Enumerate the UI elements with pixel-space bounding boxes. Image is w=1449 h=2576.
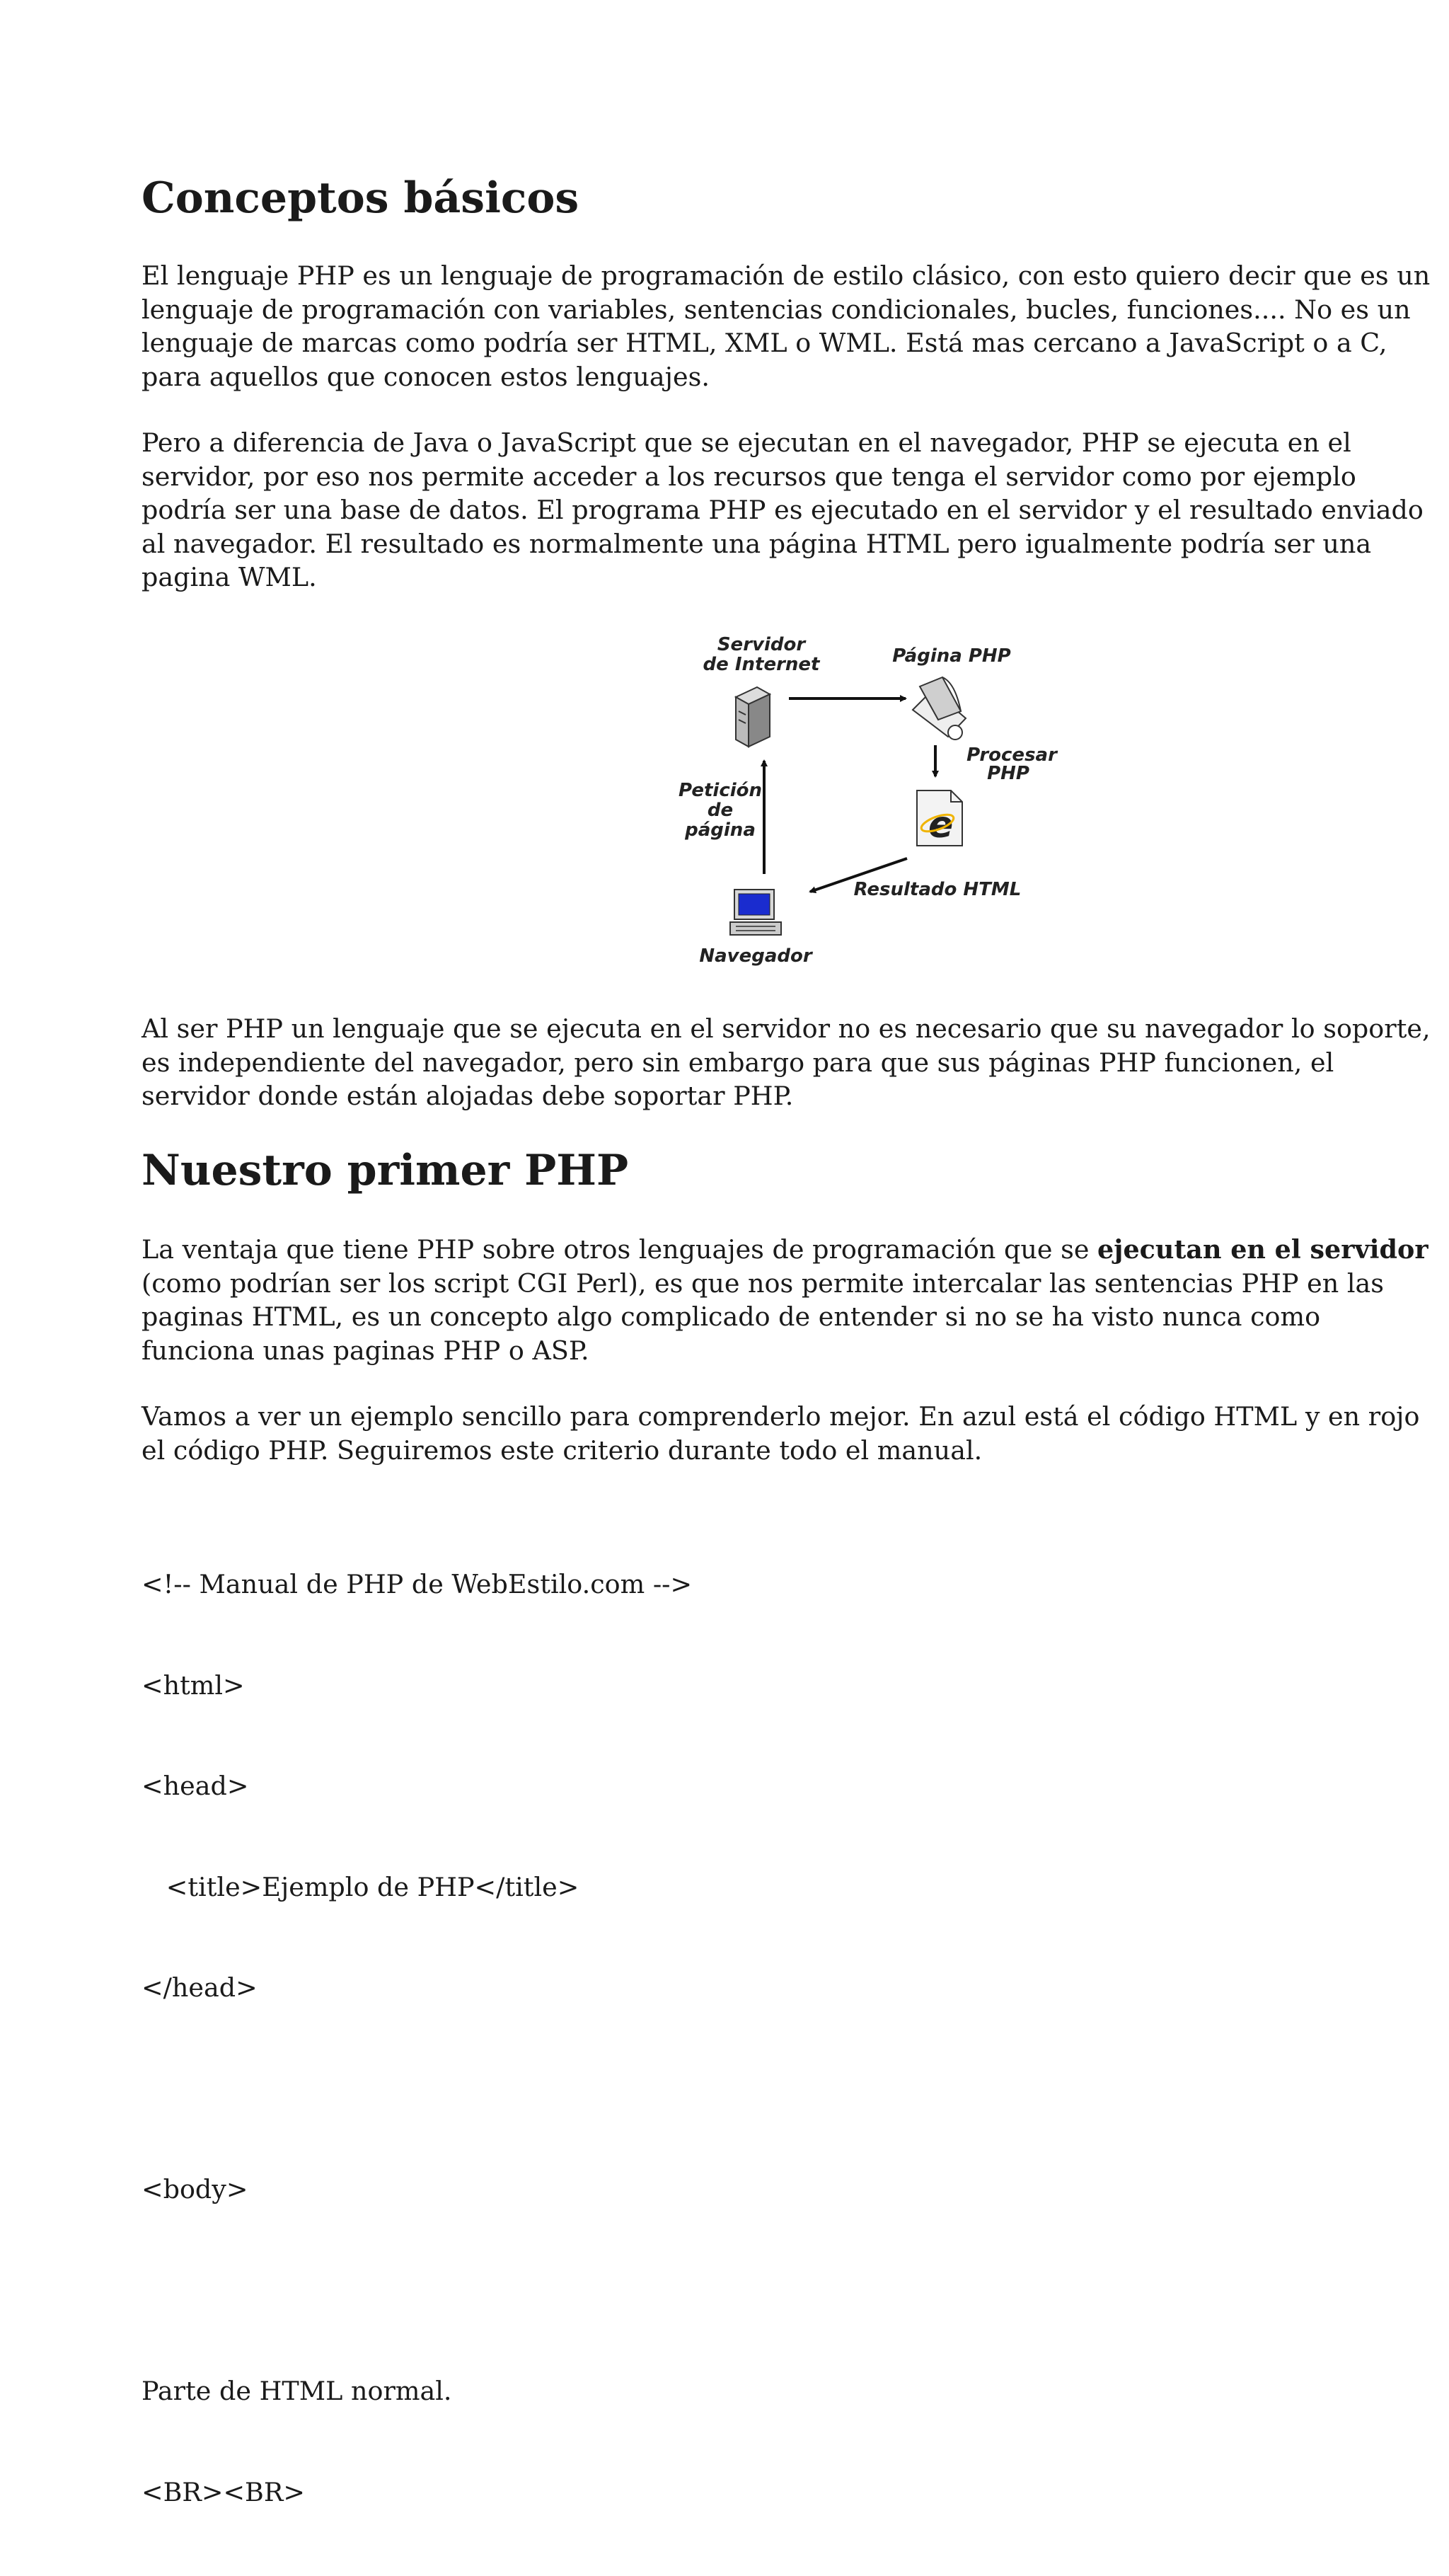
text-line: para aquellos que conocen estos lenguajes.: [142, 361, 710, 392]
server-icon: [736, 687, 770, 747]
code-line: </head>: [142, 1972, 258, 2003]
text-line: es independiente del navegador, pero sin embargo para que sus páginas PHP funcionen, el: [142, 1047, 1334, 1078]
paragraph-intro: [142, 259, 1431, 393]
diagram-label-process-1: Procesar: [966, 744, 1057, 766]
svg-text:e: e: [928, 804, 954, 846]
text-line: servidor donde están alojadas debe soportar PHP.: [142, 1081, 794, 1111]
text-line: lenguaje de marcas como podría ser HTML, XML o WML. Está mas cercano a JavaScript o a C,: [142, 328, 1387, 358]
code-line: <head>: [142, 1771, 249, 1801]
code-line: <title>Ejemplo de PHP</title>: [142, 1871, 579, 1902]
diagram-label-process-2: PHP: [987, 763, 1029, 784]
code-line: <!-- Manual de PHP de WebEstilo.com -->: [142, 1569, 693, 1599]
diagram-label-server-1: Servidor: [717, 634, 806, 655]
text-line: podría ser una base de datos. El programa PHP es ejecutado en el servidor y el resultado enviado: [142, 495, 1424, 525]
code-example: [142, 1500, 692, 2576]
diagram-label-php-page: Página PHP: [892, 645, 1011, 667]
diagram-label-server-2: de Internet: [703, 654, 820, 675]
text-line: el código PHP. Seguiremos este criterio durante todo el manual.: [142, 1434, 983, 1466]
text-line: (como podrían ser los script CGI Perl), es que nos permite intercalar las sentencias PHP en las: [142, 1267, 1385, 1299]
paragraph-browser-independence: [142, 1012, 1431, 1113]
code-line: <BR><BR>: [142, 2476, 305, 2507]
text-line: Pero a diferencia de Java o JavaScript que se ejecutan en el navegador, PHP se ejecuta en el: [142, 427, 1351, 458]
text-line: Vamos a ver un ejemplo sencillo para comprenderlo mejor. En azul está el código HTML y en rojo: [142, 1401, 1420, 1432]
diagram-label-request-1: Petición: [678, 780, 763, 801]
paragraph-example-intro: [142, 1400, 1420, 1467]
diagram-label-result: Resultado HTML: [853, 879, 1022, 900]
section-heading-conceptos: Conceptos básicos: [142, 173, 579, 223]
text-line: funciona unas paginas PHP o ASP.: [142, 1335, 589, 1366]
text-line: El lenguaje PHP es un lenguaje de programación de estilo clásico, con esto quiero decir que es un: [142, 260, 1431, 291]
code-line-blank: [142, 2274, 692, 2308]
browser-computer-icon: [730, 890, 781, 935]
bold-fragment: ejecutan en el servidor: [1097, 1234, 1428, 1265]
text-line: servidor, por eso nos permite acceder a los recursos que tenga el servidor como por ejemplo: [142, 461, 1356, 492]
php-flow-diagram: [678, 633, 1057, 973]
text-line: [142, 1233, 1428, 1267]
paragraph-server-side: [142, 426, 1424, 594]
text-line: Al ser PHP un lenguaje que se ejecuta en el servidor no es necesario que su navegador lo soporte,: [142, 1013, 1431, 1044]
html-result-icon: [917, 790, 962, 846]
code-line-blank: [142, 2072, 692, 2106]
text-line: lenguaje de programación con variables, sentencias condicionales, bucles, funciones.... No es un: [142, 294, 1411, 325]
text-line: pagina WML.: [142, 562, 317, 592]
code-line: <html>: [142, 1669, 245, 1701]
text-fragment: La ventaja que tiene PHP sobre otros lenguajes de programación que se: [142, 1234, 1098, 1265]
diagram-label-browser: Navegador: [699, 945, 812, 967]
php-page-icon: [913, 677, 966, 740]
paragraph-advantage: [142, 1233, 1428, 1367]
text-line: paginas HTML, es un concepto algo complicado de entender si no se ha visto nunca como: [142, 1301, 1321, 1332]
code-line: Parte de HTML normal.: [142, 2376, 452, 2406]
diagram-label-request-3: página: [685, 820, 756, 841]
section-heading-primer-php: Nuestro primer PHP: [142, 1146, 629, 1195]
diagram-label-request-2: de: [707, 800, 734, 821]
text-line: al navegador. El resultado es normalmente una página HTML pero igualmente podría ser una: [142, 528, 1372, 559]
code-line: <body>: [142, 2174, 248, 2204]
